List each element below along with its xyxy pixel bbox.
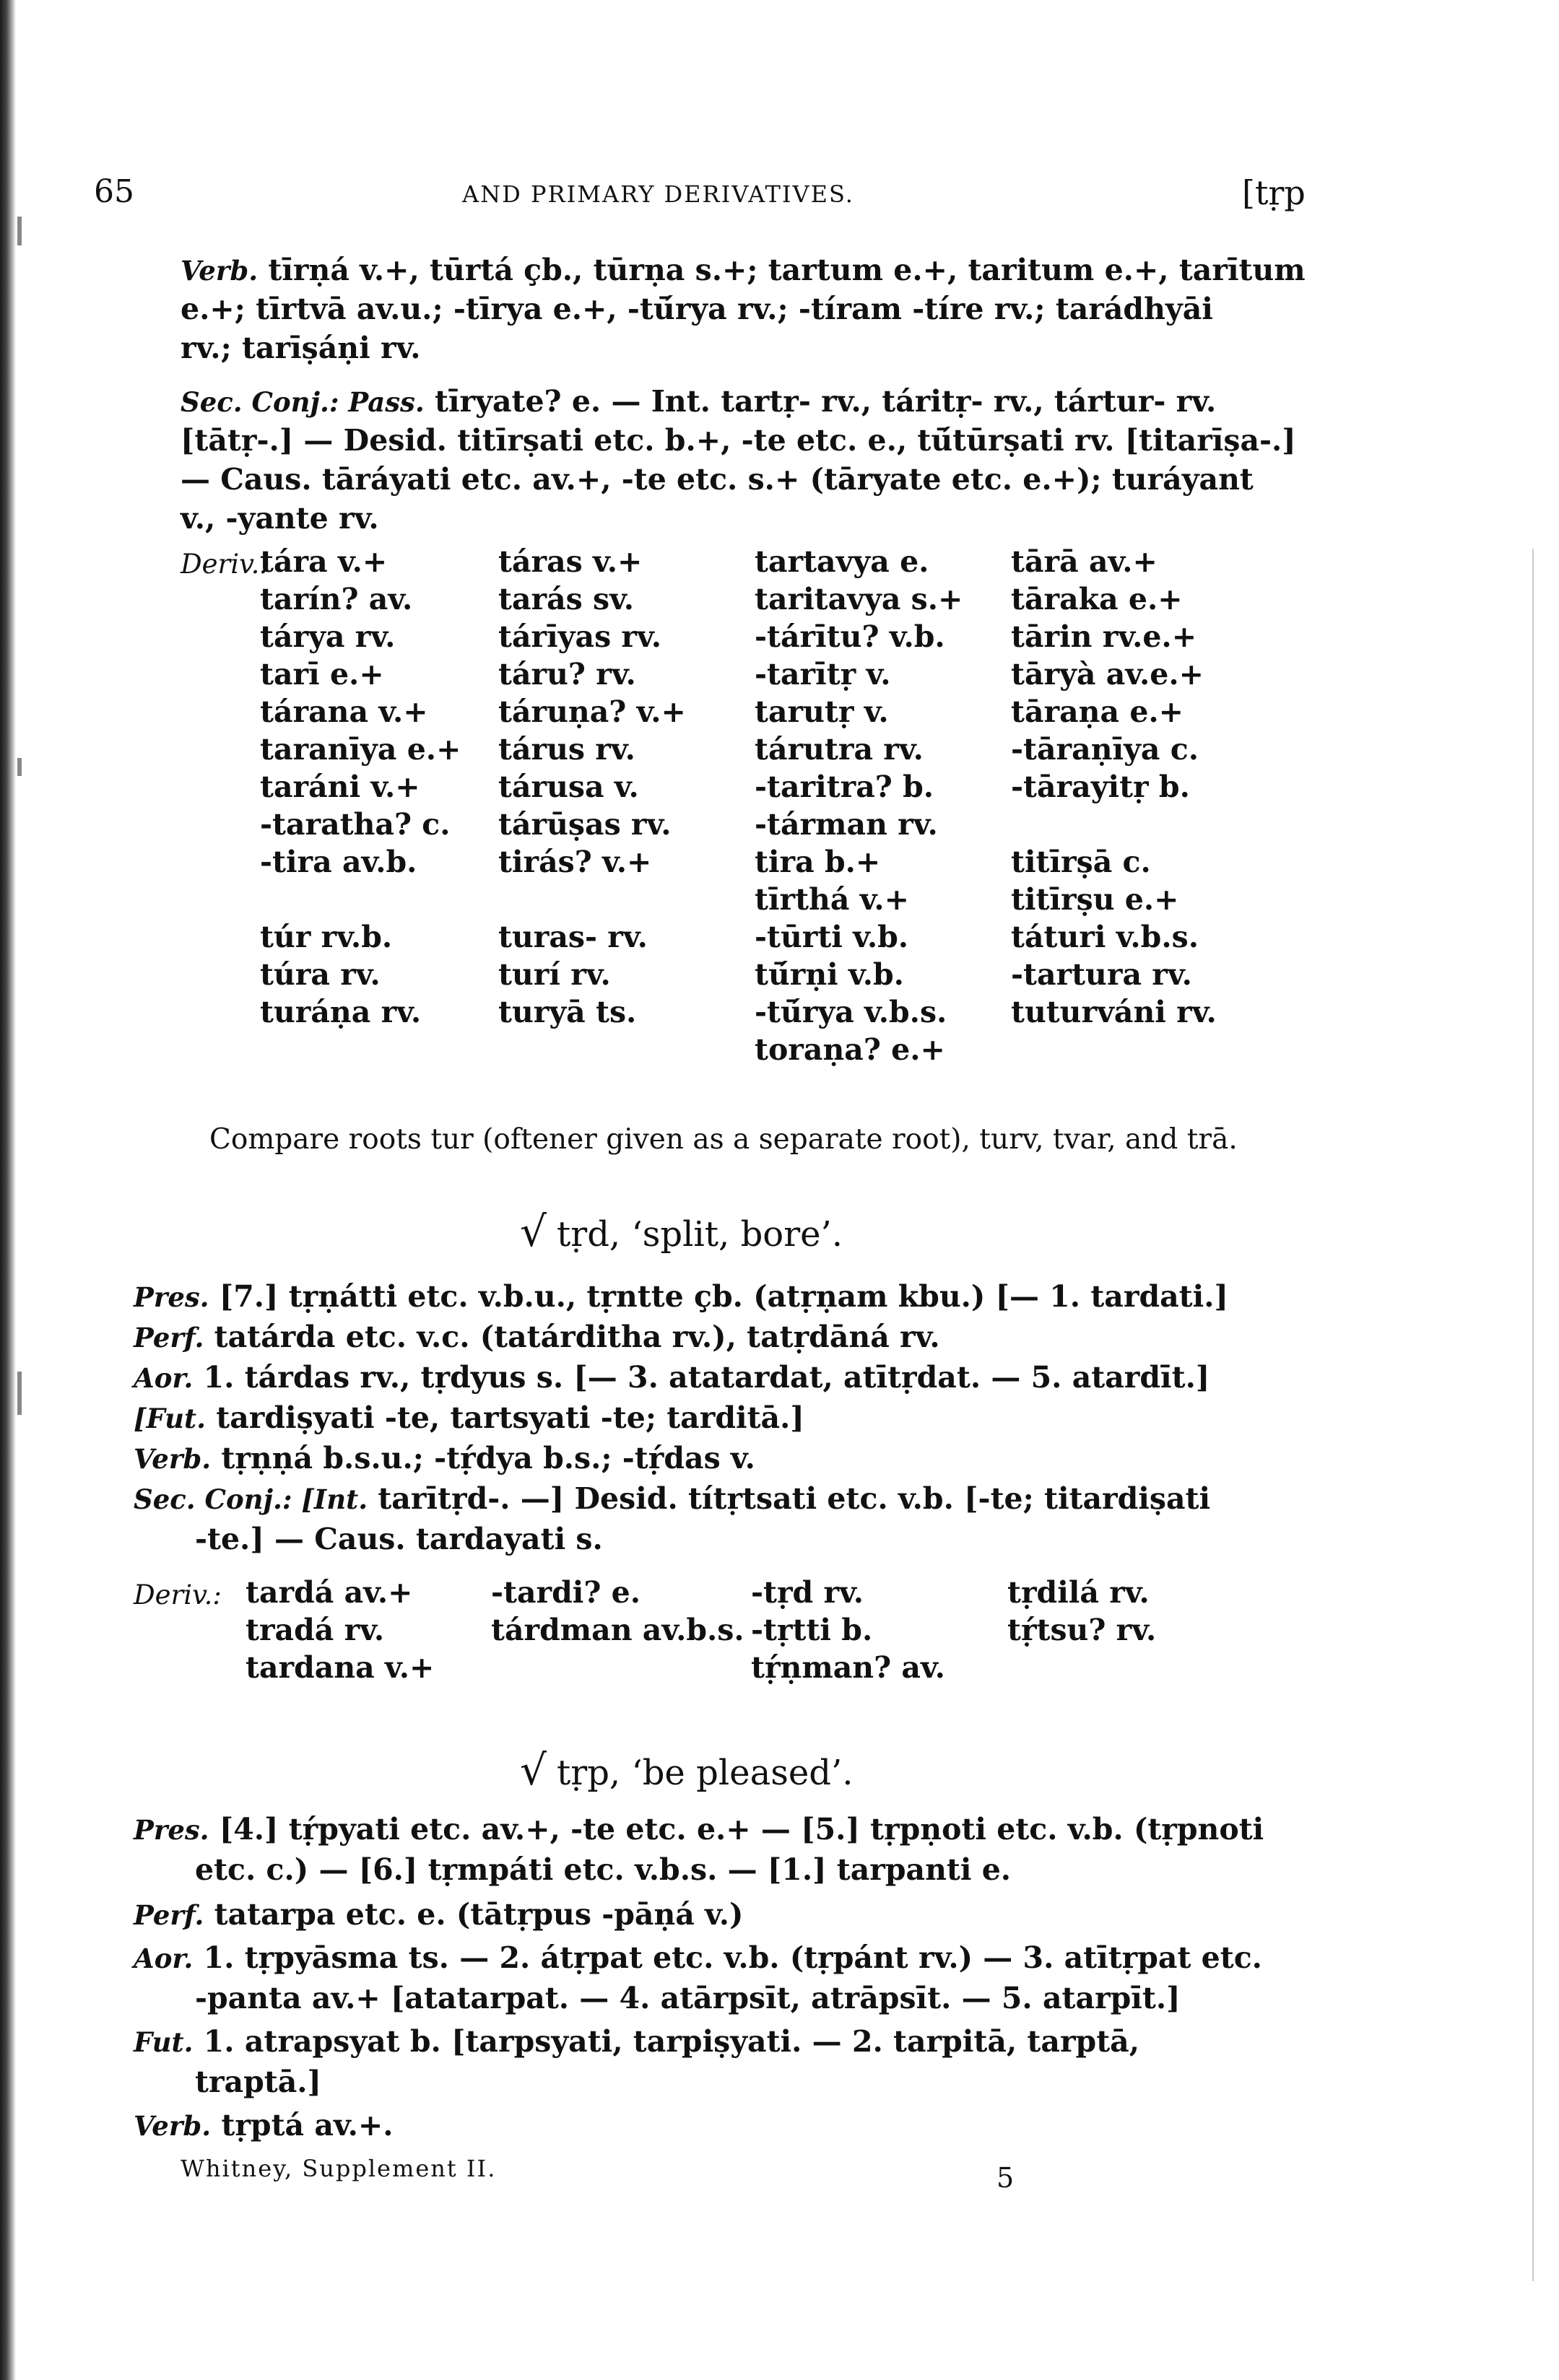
deriv-item: titīrṣā c.: [1011, 845, 1151, 879]
deriv-item: tarutṛ v.: [755, 694, 889, 729]
label-pres: Pres.: [134, 1814, 209, 1846]
deriv-item: tīrthá v.+: [755, 882, 910, 917]
label-fut: Fut.: [134, 2026, 194, 2058]
deriv-item: -tárman rv.: [755, 807, 938, 842]
root-heading-trp: [520, 1745, 853, 1795]
deriv-item: táras v.+: [498, 544, 643, 579]
deriv-item: tṛdilá rv.: [1007, 1575, 1150, 1610]
verb-line-1: Verb. tīrṇá v.+, tūrtá çb., tūrṇa s.+; tartum e.+, taritum e.+, tarītum: [181, 253, 1306, 287]
root-text: tṛp, ‘be pleased’.: [556, 1753, 854, 1793]
deriv-item: táruṇa? v.+: [498, 694, 686, 729]
verb-line-2: e.+; tīrtvā av.u.; -tīrya e.+, -tū́rya rv.; -tíram -tíre rv.; tarádhyāi: [181, 292, 1213, 326]
deriv-item: -taratha? c.: [260, 807, 451, 842]
deriv-item: táturi v.b.s.: [1011, 920, 1199, 954]
deriv-item: tradá rv.: [246, 1613, 385, 1647]
label-verb: Verb.: [181, 255, 259, 287]
deriv-item: tuturváni rv.: [1011, 995, 1217, 1029]
deriv-item: tṛ́tsu? rv.: [1007, 1613, 1157, 1647]
secconj-line-1: Sec. Conj.: [Int. tarītṛd-. —] Desid. títṛtsati etc. v.b. [-te; titardiṣati: [134, 1481, 1211, 1516]
fut-line-1: Fut. 1. atrapsyat b. [tarpsyati, tarpiṣyati. — 2. tarpitā, tarptā,: [134, 2024, 1139, 2059]
deriv-item: -taritra? b.: [755, 770, 934, 804]
deriv-item: tardana v.+: [246, 1650, 435, 1685]
label-aor: Aor.: [134, 1362, 194, 1394]
deriv-item: tárūṣas rv.: [498, 807, 672, 842]
fut-line-2: traptā.]: [195, 2065, 321, 2099]
deriv-item: tarás sv.: [498, 582, 635, 616]
deriv-column-4: [1011, 543, 1217, 1031]
deriv-item: tarī e.+: [260, 657, 384, 692]
verb-line: Verb. tṛptá av.+.: [134, 2108, 394, 2143]
deriv-item: tira b.+: [755, 845, 881, 879]
deriv-item: taráni v.+: [260, 770, 420, 804]
deriv-item: túra rv.: [260, 957, 381, 992]
deriv-item: tára v.+: [260, 544, 388, 579]
pres-line-1: Pres. [4.] tṛ́pyati etc. av.+, -te etc. e.+ — [5.] tṛpṇoti etc. v.b. (tṛpnoti: [134, 1812, 1264, 1847]
perf-line: Perf. tatarpa etc. e. (tātṛpus -pāṇá v.): [134, 1897, 744, 1932]
running-head: AND PRIMARY DERIVATIVES.: [462, 180, 854, 208]
scan-speck: [17, 758, 22, 776]
scan-right-edge: [1532, 549, 1534, 2281]
deriv-label: Deriv.:: [181, 549, 269, 580]
aor-line-2: -panta av.+ [atatarpat. — 4. atārpsīt, atrāpsīt. — 5. atarpīt.]: [195, 1981, 1181, 2015]
deriv-item: táru? rv.: [498, 657, 636, 692]
deriv-item: tṛ́ṇman? av.: [751, 1650, 945, 1685]
pres-line: Pres. [7.] tṛṇátti etc. v.b.u., tṛntte çb. (atṛṇam kbu.) [— 1. tardati.]: [134, 1279, 1228, 1314]
root-sign-icon: √: [520, 1207, 547, 1256]
root-text: tṛd, ‘split, bore’.: [556, 1214, 843, 1255]
deriv-item: tāraka e.+: [1011, 582, 1183, 616]
label-perf: Perf.: [134, 1322, 204, 1354]
page-header: [94, 173, 1306, 217]
deriv-item: [1011, 806, 1217, 843]
secconj-line-2: -te.] — Caus. tardayati s.: [195, 1522, 603, 1556]
deriv-item: tárya rv.: [260, 619, 396, 654]
deriv-column-4: [1007, 1574, 1156, 1649]
deriv-item: -tārayitṛ b.: [1011, 770, 1190, 804]
deriv-item: tirás? v.+: [498, 845, 652, 879]
deriv-item: -tardi? e.: [491, 1575, 641, 1610]
deriv-column-2: [498, 543, 686, 1031]
deriv-item: tárīyas rv.: [498, 619, 662, 654]
scan-speck: [17, 217, 22, 245]
label-verb: Verb.: [134, 2110, 212, 2142]
deriv-item: turas- rv.: [498, 920, 648, 954]
label-fut: [Fut.: [134, 1403, 206, 1434]
verb-line: Verb. tṛṇṇá b.s.u.; -tṛ́dya b.s.; -tṛ́das v.: [134, 1441, 755, 1475]
deriv-item: tāryà av.e.+: [1011, 657, 1204, 692]
deriv-item: -tarītṛ v.: [755, 657, 891, 692]
root-heading-trd: [520, 1207, 843, 1256]
secconj-line-2: [tātṛ-.] — Desid. titīrṣati etc. b.+, -te etc. e., tū́tūrṣati rv. [titarīṣa-.]: [181, 423, 1296, 458]
label-verb: Verb.: [134, 1443, 212, 1475]
secconj-line-1: Sec. Conj.: Pass. tīryate? e. — Int. tartṛ- rv., táritṛ- rv., tártur- rv.: [181, 384, 1217, 419]
deriv-item: tāraṇa e.+: [1011, 694, 1184, 729]
fut-line: [Fut. tardiṣyati -te, tartsyati -te; tarditā.]: [134, 1400, 804, 1435]
deriv-item: turí rv.: [498, 957, 611, 992]
signature-line: Whitney, Supplement II.: [181, 2155, 497, 2182]
page-number: 65: [94, 173, 134, 210]
verb-line-3: rv.; tarīṣáṇi rv.: [181, 331, 421, 365]
corner-root: [tṛp: [1242, 173, 1306, 212]
deriv-item: tárus rv.: [498, 732, 635, 767]
deriv-item: taranīya e.+: [260, 732, 461, 767]
label-aor: Aor.: [134, 1943, 194, 1974]
deriv-item: [498, 881, 686, 918]
deriv-item: tarín? av.: [260, 582, 413, 616]
deriv-item: -tṛtti b.: [751, 1613, 873, 1647]
pres-line-2: etc. c.) — [6.] tṛmpáti etc. v.b.s. — [1.] tarpanti e.: [195, 1852, 1012, 1887]
deriv-item: túr rv.b.: [260, 920, 393, 954]
deriv-item: tárutra rv.: [755, 732, 924, 767]
deriv-column-3: [755, 543, 963, 1068]
deriv-item: tardá av.+: [246, 1575, 413, 1610]
aor-line: Aor. 1. tárdas rv., tṛdyus s. [— 3. atatardat, atītṛdat. — 5. atardīt.]: [134, 1360, 1210, 1395]
deriv-item: -tāraṇīya c.: [1011, 732, 1199, 767]
deriv-item: titīrṣu e.+: [1011, 882, 1179, 917]
deriv-item: turyā ts.: [498, 995, 637, 1029]
deriv-column-1: [260, 543, 461, 1031]
secconj-line-3: — Caus. tāráyati etc. av.+, -te etc. s.+ (tāryate etc. e.+); turáyant: [181, 462, 1254, 497]
deriv-item: tārā av.+: [1011, 544, 1158, 579]
deriv-item: turáṇa rv.: [260, 995, 422, 1029]
deriv-item: tū́rṇi v.b.: [755, 957, 904, 992]
root-sign-icon: √: [520, 1745, 547, 1795]
signature-number: 5: [996, 2162, 1015, 2194]
deriv-item: -tū́rya v.b.s.: [755, 995, 947, 1029]
deriv-item: tārin rv.e.+: [1011, 619, 1197, 654]
label-secconj: Sec. Conj.: [Int.: [134, 1483, 368, 1515]
label-secconj: Sec. Conj.: Pass.: [181, 386, 425, 418]
deriv-item: tárdman av.b.s.: [491, 1613, 744, 1647]
deriv-item: -tūrti v.b.: [755, 920, 909, 954]
label-perf: Perf.: [134, 1899, 204, 1931]
label-pres: Pres.: [134, 1281, 209, 1313]
deriv-item: toraṇa? e.+: [755, 1032, 945, 1067]
deriv-column-1: [246, 1574, 434, 1686]
deriv-item: tárusa v.: [498, 770, 639, 804]
aor-line-1: Aor. 1. tṛpyāsma ts. — 2. átṛpat etc. v.b. (tṛpánt rv.) — 3. atītṛpat etc.: [134, 1940, 1262, 1975]
deriv-item: taritavya s.+: [755, 582, 963, 616]
scan-speck: [17, 1372, 22, 1415]
deriv-column-3: [751, 1574, 945, 1686]
deriv-column-2: [491, 1574, 744, 1649]
compare-line: Compare roots tur (oftener given as a separate root), turv, tvar, and trā.: [209, 1123, 1238, 1156]
scan-left-edge: [0, 0, 16, 2380]
perf-line: Perf. tatárda etc. v.c. (tatárditha rv.), tatṛdāná rv.: [134, 1320, 940, 1354]
deriv-item: -tartura rv.: [1011, 957, 1192, 992]
deriv-item: tartavya e.: [755, 544, 929, 579]
deriv-label: Deriv.:: [134, 1579, 222, 1610]
deriv-item: -tárītu? v.b.: [755, 619, 945, 654]
deriv-item: -tira av.b.: [260, 845, 417, 879]
deriv-item: -tṛd rv.: [751, 1575, 864, 1610]
secconj-line-4: v., -yante rv.: [181, 501, 379, 536]
deriv-item: tárana v.+: [260, 694, 428, 729]
deriv-item: [260, 881, 461, 918]
